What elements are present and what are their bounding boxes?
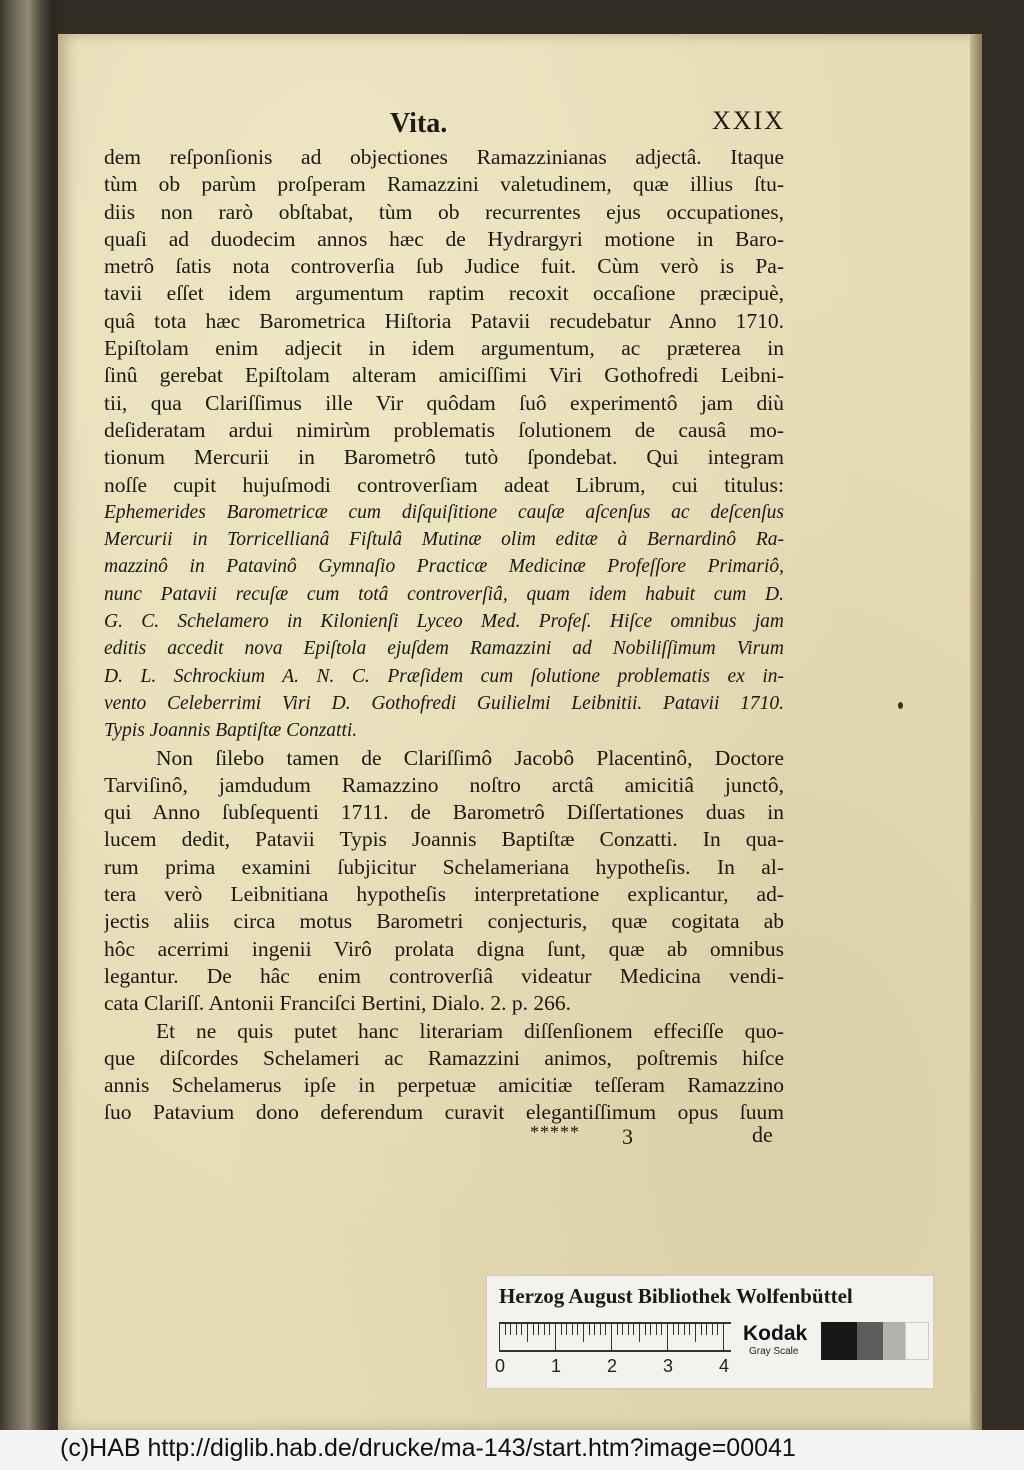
gray-scale-label: Gray Scale	[749, 1346, 799, 1357]
ruler-tick	[611, 1324, 612, 1350]
text-line: quâ tota hæc Barometrica Hiſtoria Patavii recudebatur Anno 1710.	[104, 308, 784, 333]
ruler-tick	[689, 1324, 690, 1335]
ruler-label: 0	[495, 1356, 506, 1376]
text-line: metrô ſatis nota controverſia ſub Judice fuit. Cùm verò is Pa-	[104, 254, 784, 279]
ruler-label: 3	[663, 1356, 674, 1376]
text-line: vento Celeberrimi Viri D. Gothofredi Guilielmi Leibnitii. Patavii 1710.	[104, 692, 784, 714]
ruler-label: 1	[551, 1356, 562, 1376]
ruler-tick	[533, 1324, 534, 1335]
text-line: Typis Joannis Baptiſtæ Conzatti.	[104, 720, 358, 742]
page-number: XXIX	[712, 106, 785, 135]
ruler-tick	[583, 1324, 584, 1342]
ruler-tick	[622, 1324, 623, 1335]
ruler-tick	[605, 1324, 606, 1335]
ruler-tick	[723, 1324, 724, 1350]
ruler-tick	[527, 1324, 528, 1342]
ruler-tick	[650, 1324, 651, 1335]
ruler-tick	[684, 1324, 685, 1335]
ruler-tick	[673, 1324, 674, 1335]
ruler-tick	[544, 1324, 545, 1335]
text-line: Ephemerides Barometricæ cum diſquiſitione cauſæ aſcenſus ac deſcenſus	[104, 501, 784, 523]
text-line: deſideratam ardui nimirùm problematis ſolutionem de causâ mo-	[104, 417, 784, 442]
ruler-tick	[695, 1324, 696, 1342]
text-line: Et ne quis putet hanc literariam diſſenſionem effeciſſe quo-	[156, 1018, 784, 1043]
text-line: diis non rarò obſtabat, tùm ob recurrentes ejus occupationes,	[104, 199, 784, 224]
gray-swatch-dark	[857, 1322, 883, 1360]
text-line: editis accedit nova Epiſtola ejuſdem Ramazzini ad Nobiliſſimum Virum	[104, 638, 784, 660]
text-line: legantur. De hâc enim controverſiâ videatur Medicina vendi-	[104, 963, 784, 988]
text-line: ſuo Patavium dono deferendum curavit elegantiſſimum opus ſuum	[104, 1100, 784, 1125]
text-line: lucem dedit, Patavii Typis Joannis Baptiſtæ Conzatti. In qua-	[104, 827, 784, 852]
ink-speck	[898, 702, 903, 709]
text-line: tavii eſſet idem argumentum raptim recoxit occaſione præcipuè,	[104, 281, 784, 306]
ruler-scale	[499, 1322, 731, 1352]
source-url: (c)HAB http://diglib.hab.de/drucke/ma-143/start.htm?image=00041	[60, 1434, 796, 1462]
text-line: tii, qua Clariſſimus ille Vir quôdam ſuô experimentô jam diù	[104, 390, 784, 415]
text-line: hôc acerrimi ingenii Virô prolata digna ſunt, quæ ab omnibus	[104, 936, 784, 961]
ruler-tick	[706, 1324, 707, 1335]
running-head	[0, 104, 1024, 144]
ruler-tick	[701, 1324, 702, 1335]
ruler-tick	[661, 1324, 662, 1335]
text-line: D. L. Schrockium A. N. C. Præſidem cum ſolutione problematis ex in-	[104, 665, 784, 687]
text-line: tùm ob parùm proſperam Ramazzini valetudinem, quæ illius ſtu-	[104, 172, 784, 197]
library-name: Herzog August Bibliothek Wolfenbüttel	[499, 1284, 853, 1308]
text-line: mazzinô in Patavinô Gymnaſio Practicæ Medicinæ Profeſſore Primariô,	[104, 556, 784, 578]
text-line: Epiſtolam enim adjecit in idem argumentum, ac præterea in	[104, 336, 784, 361]
ruler-label: 2	[607, 1356, 618, 1376]
text-line: rum prima examini ſubjicitur Schelameriana hypotheſis. In al-	[104, 854, 784, 879]
ruler-tick	[561, 1324, 562, 1335]
text-line: Tarviſinô, jamdudum Ramazzino noſtro arctâ amicitiâ junctô,	[104, 772, 784, 797]
text-line: que diſcordes Schelameri ac Ramazzini animos, poſtremis hiſce	[104, 1045, 784, 1070]
ruler-tick	[516, 1324, 517, 1335]
ruler-tick	[600, 1324, 601, 1335]
text-line: noſſe cupit hujuſmodi controverſiam adeat Librum, cui titulus:	[104, 472, 784, 497]
ruler-tick	[589, 1324, 590, 1335]
ruler-tick	[555, 1324, 556, 1350]
gray-swatch-black	[821, 1322, 857, 1360]
ruler-tick	[577, 1324, 578, 1335]
text-line: nunc Patavii recuſæ cum totâ controverſiâ, quam idem habuit cum D.	[104, 583, 784, 605]
ruler-tick	[538, 1324, 539, 1335]
ruler-tick	[505, 1324, 506, 1335]
text-line: Non ſilebo tamen de Clariſſimô Jacobô Placentinô, Doctore	[156, 745, 784, 770]
ruler-tick	[566, 1324, 567, 1335]
body-text	[104, 144, 784, 1127]
text-line: annis Schelamerus ipſe in perpetuæ amicitiæ teſſeram Ramazzino	[104, 1073, 784, 1098]
text-line: ſinû gerebat Epiſtolam alteram amiciſſimi Viri Gothofredi Leibni-	[104, 363, 784, 388]
ruler-tick	[594, 1324, 595, 1335]
page-title: Vita.	[390, 108, 448, 139]
ruler-tick	[645, 1324, 646, 1335]
ruler-tick	[521, 1324, 522, 1335]
text-line: qui Anno ſubſequenti 1711. de Barometrô Diſſertationes duas in	[104, 800, 784, 825]
text-line: cata Clariſſ. Antonii Franciſci Bertini, Dialo. 2. p. 266.	[104, 991, 571, 1016]
text-line: tionum Mercurii in Barometrô tutò ſpondebat. Qui integram	[104, 445, 784, 470]
ruler-tick	[617, 1324, 618, 1335]
ruler-tick	[717, 1324, 718, 1335]
ruler-tick	[639, 1324, 640, 1342]
text-line: tera verò Leibnitiana hypotheſis interpretatione explicantur, ad-	[104, 882, 784, 907]
signature-mark: *****	[530, 1122, 580, 1142]
ruler-tick	[656, 1324, 657, 1335]
ruler-tick	[667, 1324, 668, 1350]
ruler-tick	[572, 1324, 573, 1335]
ruler-tick	[628, 1324, 629, 1335]
page-edge	[970, 34, 982, 1430]
source-url-bar	[0, 1430, 1024, 1470]
text-line: Mercurii in Torricellianâ Fiſtulâ Mutinæ olim editæ à Bernardinô Ra-	[104, 529, 784, 551]
text-line: dem reſponſionis ad objectiones Ramazzinianas adjectâ. Itaque	[104, 145, 784, 169]
text-line: jectis aliis circa motus Barometri conjecturis, quæ cogitata ab	[104, 909, 784, 934]
kodak-logo: Kodak	[743, 1322, 808, 1345]
gray-swatch-white	[905, 1322, 929, 1360]
ruler-tick	[499, 1324, 500, 1350]
ruler-tick	[549, 1324, 550, 1335]
color-target-card	[486, 1275, 934, 1389]
signature-number: 3	[622, 1124, 633, 1149]
catchword: de	[752, 1122, 773, 1147]
ruler-label: 4	[719, 1356, 730, 1376]
text-line: G. C. Schelamero in Kilonienſi Lyceo Med. Profeſ. Hiſce omnibus jam	[104, 611, 784, 633]
ruler-tick	[510, 1324, 511, 1335]
page-footer	[0, 1122, 1024, 1152]
ruler-tick	[678, 1324, 679, 1335]
gray-swatch-light	[883, 1322, 905, 1360]
text-line: quaſi ad duodecim annos hæc de Hydrargyri motione in Baro-	[104, 226, 784, 251]
ruler-tick	[712, 1324, 713, 1335]
ruler-tick	[633, 1324, 634, 1335]
